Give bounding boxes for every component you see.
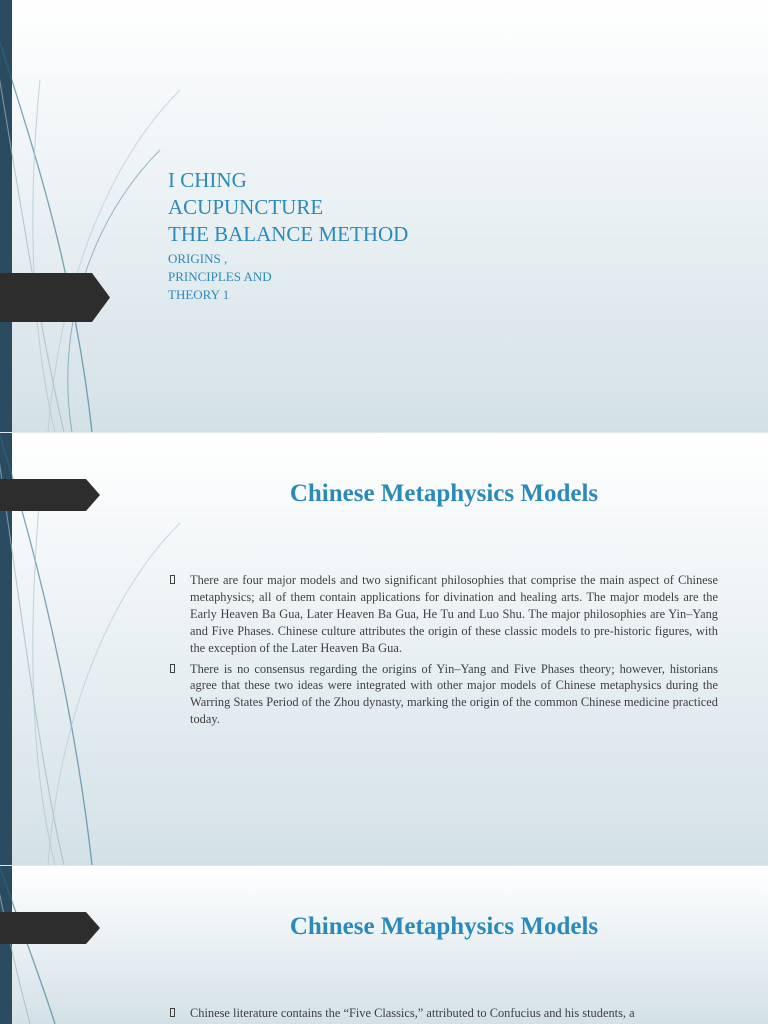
subtitle-line: ORIGINS ,: [168, 251, 228, 266]
bullet-marker: [170, 664, 175, 673]
bullet-list: [170, 572, 718, 732]
title-slide: [0, 0, 768, 432]
slide-tab-arrow: [0, 273, 112, 322]
title-line: THE BALANCE METHOD: [168, 222, 409, 246]
bullet-text: There is no consensus regarding the origins of Yin–Yang and Five Phases theory; however, historians agree that these two ideas were integrated with other major models of Chinese metaphysics during the Warring States Period of the Zhou dynasty, marking the origin of the common Chinese medicine practiced today.: [190, 661, 718, 727]
list-item: [170, 1005, 718, 1022]
title-block: [168, 167, 408, 304]
bullet-marker: [170, 1008, 175, 1017]
bullet-text: Chinese literature contains the “Five Classics,” attributed to Confucius and his students, a: [190, 1006, 635, 1020]
subtitle: [168, 250, 408, 304]
subtitle-line: PRINCIPLES AND: [168, 269, 272, 284]
decorative-curves: [0, 866, 200, 1024]
slide-tab-arrow: [0, 912, 102, 944]
list-item: [170, 661, 718, 729]
slide-tab-arrow: [0, 479, 102, 511]
slide-heading: Chinese Metaphysics Models: [289, 913, 599, 940]
bullet-marker: [170, 575, 175, 584]
subtitle-line: THEORY 1: [168, 287, 230, 302]
content-slide: [0, 866, 768, 1024]
title-line: I CHING: [168, 168, 247, 192]
slide-heading: Chinese Metaphysics Models: [289, 480, 599, 507]
content-slide: [0, 433, 768, 865]
bullet-text: There are four major models and two significant philosophies that comprise the main aspect of Chinese metaphysics; all of them contain applications for divination and healing arts. The major models are the Early Heaven Ba Gua, Later Heaven Ba Gua, He Tu and Luo Shu. The major philosophies are Yin–Yang and Five Phases. Chinese culture attributes the origin of these classic models to pre-historic figures, with the exception of the Later Heaven Ba Gua.: [190, 573, 718, 655]
title-line: ACUPUNCTURE: [168, 195, 324, 219]
list-item: [170, 572, 718, 657]
bullet-list: [170, 1005, 718, 1024]
